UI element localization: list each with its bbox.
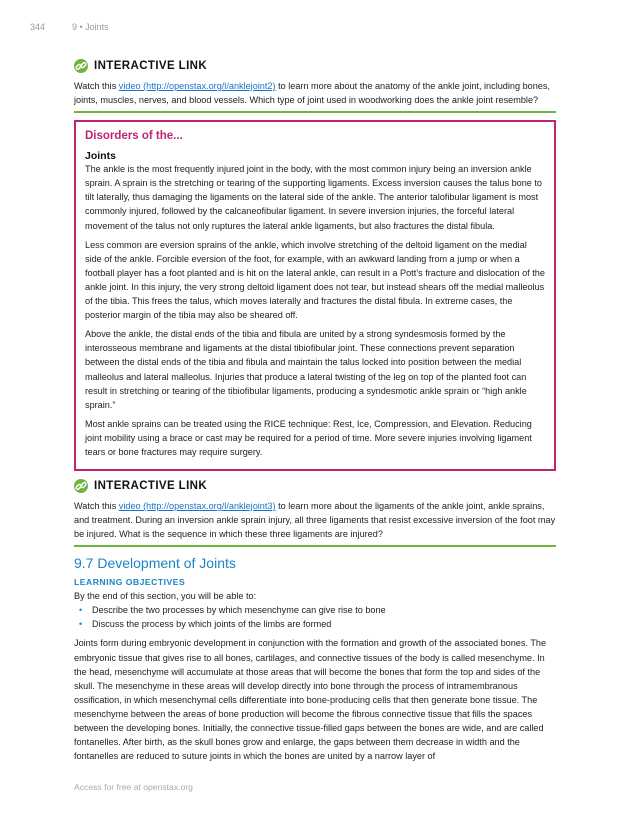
interactive-link-1 <box>74 56 556 113</box>
link-icon <box>74 59 88 73</box>
list-item <box>74 617 556 631</box>
interactive-link-2 <box>74 476 556 547</box>
link-icon <box>74 479 88 493</box>
disorders-paragraph: Above the ankle, the distal ends of the tibia and fibula are united by a strong syndesmosis formed by the interosseous membrane and ligaments at the distal tibiofibular joint. These connections prevent separation between the distal ends of the tibia and fibula and maintain the talus locked into position between the medial malleolus and lateral malleolus. Injuries that produce a lateral twisting of the leg on top of the planted foot can result in stretching or tearing of the tibiofibular ligaments, producing a syndesmotic ankle sprain or “high ankle sprain.” <box>85 329 527 410</box>
video-link[interactable]: video (http://openstax.org/l/anklejoint3) <box>118 501 276 512</box>
green-divider <box>74 111 556 113</box>
bullet-icon: • <box>79 619 83 630</box>
interactive-link-title: INTERACTIVE LINK <box>94 480 208 493</box>
disorders-box <box>74 120 556 471</box>
text-span: Watch this <box>74 501 119 512</box>
objective-text: Describe the two processes by which mesenchyme can give rise to bone <box>92 605 386 616</box>
list-item <box>74 603 556 617</box>
disorders-paragraph: Less common are eversion sprains of the ankle, which involve stretching of the deltoid ligament on the medial side of the ankle. Forcible eversion of the foot, for example, with an awkward landing from a jump or when a football player has a foot planted and is hit on the lateral ankle, can result in a Pott’s fracture and dislocation of the ankle joint. In this injury, the very strong deltoid ligament does not tear, but instead shears off the medial malleolus of the tibia. This frees the talus, which moves laterally and fractures the distal fibula. In extreme cases, the posterior margin of the tibia may also be sheared off. <box>85 239 545 321</box>
footer-access-note: Access for free at openstax.org <box>74 782 193 792</box>
text-span: to learn more about the anatomy of the ankle joint, including bones, joints, muscles, nerves, and blood vessels. Which type of joint used in woodworking does the ankle joint resemble? <box>74 81 550 106</box>
text-span: to learn more about the ligaments of the ankle joint, ankle sprains, and treatment. During an inversion ankle sprain injury, all three ligaments that resist excessive inversion of the foot may be injured. What is the sequence in which these three ligaments are injured? <box>74 501 556 540</box>
running-header <box>30 22 109 32</box>
page-number: 344 <box>30 22 46 32</box>
section-development-of-joints <box>74 554 556 763</box>
disorders-paragraph: The ankle is the most frequently injured joint in the body, with the most common injury being an inversion ankle sprain. A sprain is the stretching or tearing of the supporting ligaments. Excess inversion causes the talus bone to tilt laterally, thus damaging the ligaments on the lateral side of the ankle. The anterior talofibular ligament is most commonly injured, followed by the calcaneofibular ligament. In severe inversion injuries, the forceful lateral movement of the talus not only ruptures the lateral ankle ligaments, but also fractures the distal fibula. <box>85 164 543 231</box>
green-divider <box>74 545 556 547</box>
disorders-subtitle: Joints <box>85 150 116 163</box>
text-span: Watch this <box>74 81 119 91</box>
disorders-title: Disorders of the... <box>85 130 183 143</box>
objectives-list <box>74 603 556 631</box>
interactive-link-header <box>74 56 556 76</box>
learning-objectives-heading: LEARNING OBJECTIVES <box>74 577 186 588</box>
video-link[interactable]: video (http://openstax.org/l/anklejoint2) <box>118 81 276 91</box>
section-body-paragraph: Joints form during embryonic development in conjunction with the formation and growth of the associated bones. The embryonic tissue that gives rise to all bones, cartilages, and connective tissues of the body is called mesenchyme. In the head, mesenchyme will accumulate at those areas that will become the bones that form the top and sides of the skull. The mesenchyme in these areas will develop directly into bone through the process of intramembranous ossification, in which mesenchymal cells differentiate into bone-producing cells that then generate bone tissue. The mesenchyme between the areas of bone production will become the fibrous connective tissue that fills the spaces between the developing bones. Initially, the connective tissue-filled gaps between the bones are wide, and are called fontanelles. After birth, as the skull bones grow and enlarge, the gaps between them decrease in width and the fontanelles are reduced to suture joints in which the bones are united by a narrow layer of <box>74 638 547 762</box>
disorders-paragraph: Most ankle sprains can be treated using the RICE technique: Rest, Ice, Compression, and Elevation. Reducing joint mobility using a brace or cast may be required for a period of time. More severe injuries involving ligament tears or bone fractures may require surgery. <box>85 418 532 457</box>
interactive-link-header <box>74 476 556 496</box>
section-title: 9.7 Development of Joints <box>74 555 236 572</box>
interactive-link-text <box>74 79 556 107</box>
objective-text: Discuss the process by which joints of the limbs are formed <box>92 619 332 630</box>
bullet-icon: • <box>79 605 83 616</box>
chapter-label: 9 • Joints <box>72 22 109 32</box>
page-content <box>74 56 556 763</box>
interactive-link-text <box>74 499 556 541</box>
learning-objectives-intro: By the end of this section, you will be able to: <box>74 591 257 602</box>
interactive-link-title: INTERACTIVE LINK <box>94 60 208 72</box>
